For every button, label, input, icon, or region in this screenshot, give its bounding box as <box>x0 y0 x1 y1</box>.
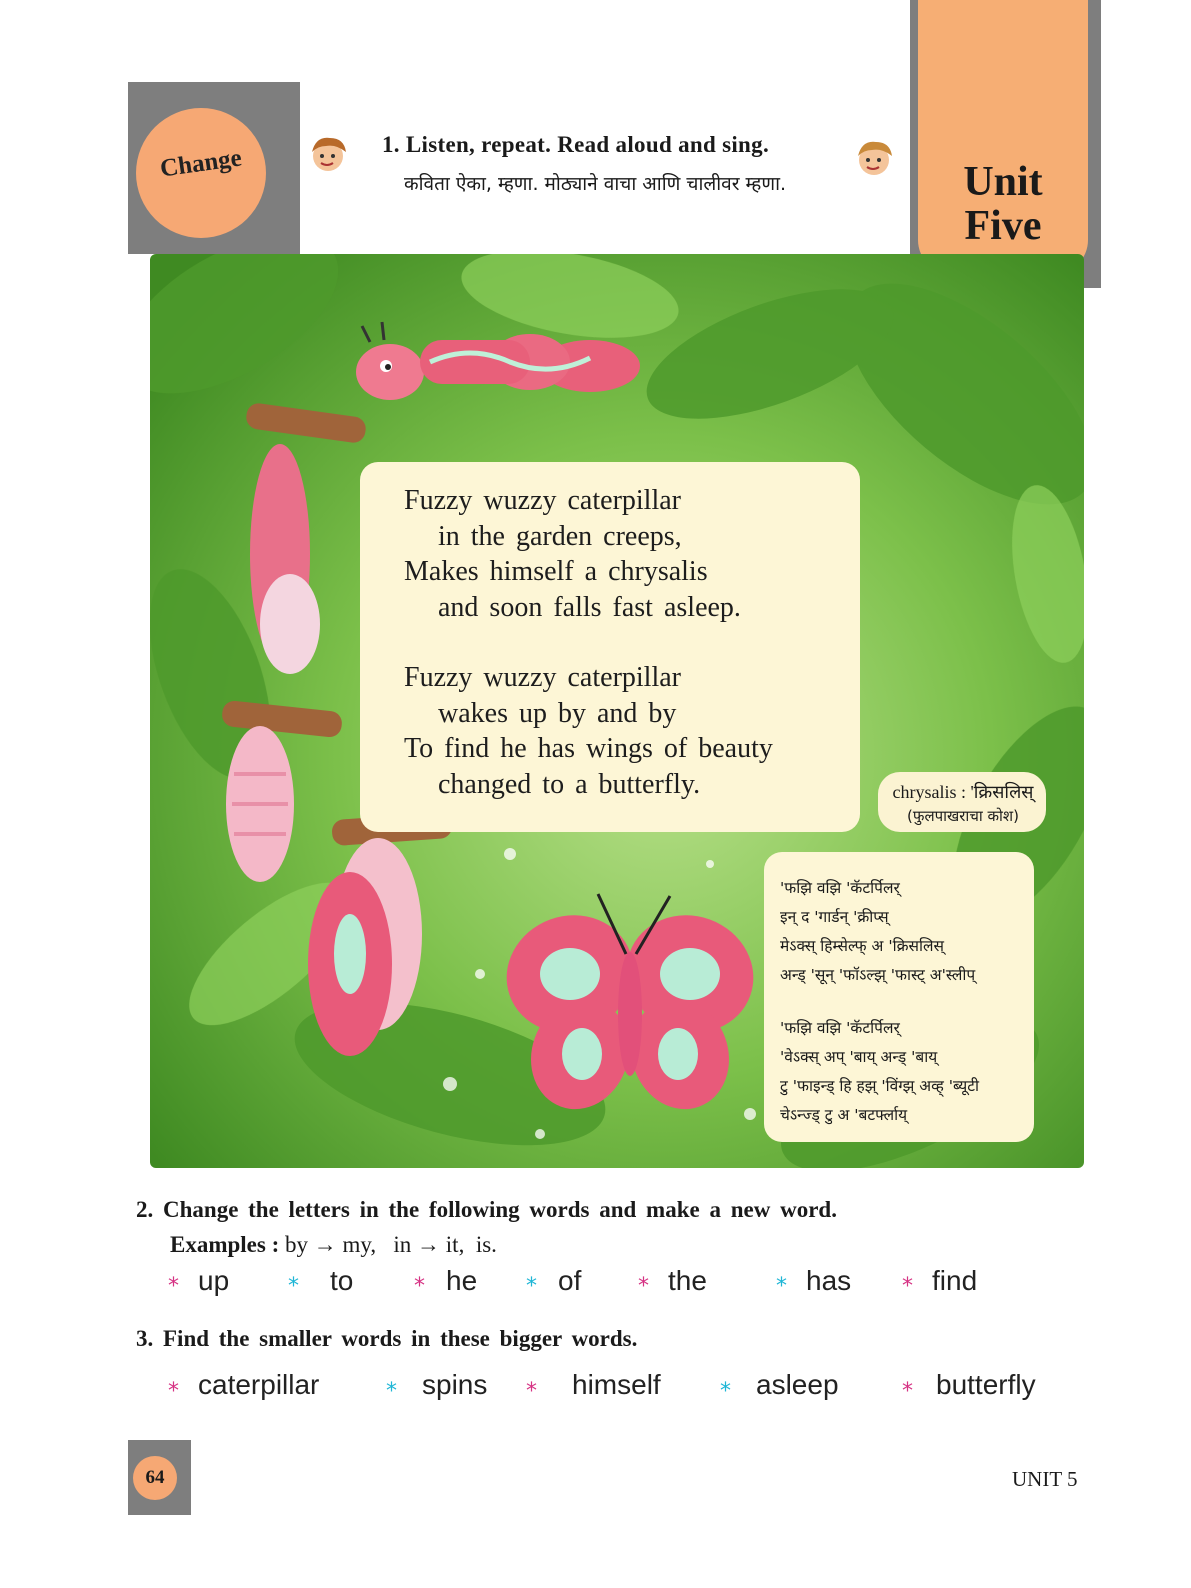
pron-line: मेऽक्स् हिम्सेल्फ् अ 'क्रिसलिस् <box>780 937 944 955</box>
page-number: 64 <box>133 1456 177 1500</box>
exercise3-word: caterpillar <box>198 1369 320 1400</box>
exercise2-word: he <box>446 1265 478 1296</box>
poem-line: To find he has wings of beauty <box>404 733 773 764</box>
glossary-term: chrysalis : 'क्रिसलिस् <box>892 782 1034 802</box>
pron-line: टु 'फाइन्ड् हि हझ् 'विंग्झ् अव्ह् 'ब्यूटी <box>780 1077 980 1095</box>
unit-title-line1: Unit <box>963 159 1043 205</box>
exercise2-word: up <box>198 1265 230 1296</box>
pron-line: 'फझि वझि 'कॅटर्पिलर् <box>780 879 900 897</box>
examples-label: Examples : <box>170 1232 280 1257</box>
exercise3-prompt: 3. Find the smaller words in these bigger words. <box>136 1326 638 1351</box>
exercise2-prompt: 2. Change the letters in the following words and make a new word. <box>136 1197 837 1222</box>
pronunciation-guide <box>780 874 979 1130</box>
instruction-english: 1. Listen, repeat. Read aloud and sing. <box>382 132 769 157</box>
asterisk-icon: * <box>526 1379 537 1404</box>
poem-line: Fuzzy wuzzy caterpillar <box>404 485 681 516</box>
asterisk-icon: * <box>386 1379 397 1404</box>
exercise2-examples <box>170 1232 497 1258</box>
asterisk-icon: * <box>168 1274 179 1299</box>
theme-label: Change <box>158 144 244 183</box>
asterisk-icon: * <box>168 1379 179 1404</box>
asterisk-icon: * <box>638 1274 649 1299</box>
poem-line: wakes up by and by <box>438 697 677 729</box>
exercise2-word: to <box>330 1265 354 1296</box>
exercise2-word: has <box>806 1265 852 1296</box>
exercise3-word: spins <box>422 1369 488 1400</box>
asterisk-icon: * <box>902 1274 913 1299</box>
instruction-marathi: कविता ऐका, म्हणा. मोठ्याने वाचा आणि चालीवर म्हणा. <box>404 173 787 195</box>
unit-title <box>918 160 1088 248</box>
exercise2-word: the <box>668 1265 707 1296</box>
asterisk-icon: * <box>776 1274 787 1299</box>
pron-line: चेऽन्ज्ड् टु अ 'बटर्फ्लाय् <box>780 1106 908 1124</box>
kid-face-icon <box>852 136 896 180</box>
exercise3-word: butterfly <box>936 1369 1036 1400</box>
poem-line: Fuzzy wuzzy caterpillar <box>404 662 681 693</box>
poem-line: changed to a butterfly. <box>438 768 701 800</box>
exercise2-word: find <box>932 1265 978 1296</box>
glossary-meaning: (फुलपाखराचा कोश) <box>907 807 1019 825</box>
asterisk-icon: * <box>414 1274 425 1299</box>
poem <box>404 483 773 802</box>
pron-line: 'वेऽक्स् अप् 'बाय् अन्ड् 'बाय् <box>780 1048 938 1066</box>
asterisk-icon: * <box>288 1274 299 1299</box>
exercise3-word: himself <box>572 1369 661 1400</box>
exercise2-word: of <box>558 1265 582 1296</box>
asterisk-icon: * <box>720 1379 731 1404</box>
pron-line: 'फझि वझि 'कॅटर्पिलर् <box>780 1019 900 1037</box>
examples-text: by → my, in → it, is. <box>285 1232 497 1257</box>
pron-line: इन् द 'गार्डन् 'क्रीप्स् <box>780 908 889 926</box>
unit-title-line2: Five <box>964 203 1042 249</box>
asterisk-icon: * <box>902 1379 913 1404</box>
pron-line: अन्ड् 'सून् 'फॉऽल्झ् 'फास्ट् अ'स्लीप् <box>780 966 976 984</box>
exercise3-word: asleep <box>756 1369 839 1400</box>
poem-line: Makes himself a chrysalis <box>404 556 708 587</box>
poem-line: and soon falls fast asleep. <box>438 591 741 623</box>
kid-face-icon <box>306 132 350 176</box>
asterisk-icon: * <box>526 1274 537 1299</box>
unit-footer-label: UNIT 5 <box>1012 1467 1078 1491</box>
poem-line: in the garden creeps, <box>438 520 682 552</box>
